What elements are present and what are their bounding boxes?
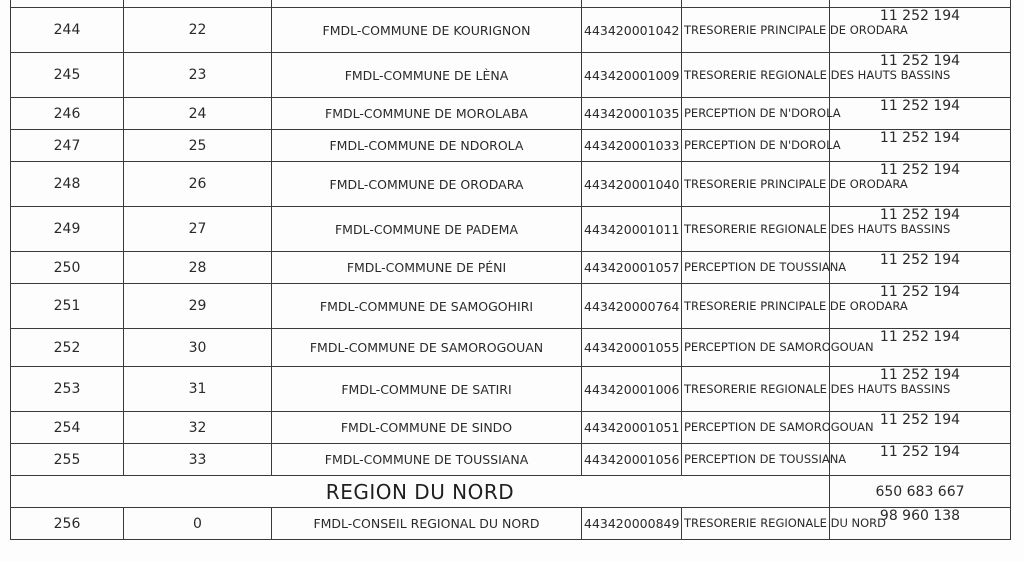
amount: 98 960 138 (830, 508, 1011, 540)
table-row (11, 130, 1011, 162)
amount: 11 252 194 (830, 329, 1011, 367)
row-number: 250 (11, 252, 124, 284)
beneficiary-name: FMDL-COMMUNE DE SAMOGOHIRI (272, 284, 582, 329)
row-number: 252 (11, 329, 124, 367)
table-row (11, 53, 1011, 98)
row-number: 256 (11, 508, 124, 540)
row-number: 244 (11, 8, 124, 53)
treasury-office: TRESORERIE PRINCIPALE DE ORODARA (682, 162, 830, 207)
row-sub-number: 29 (124, 284, 272, 329)
row-sub-number: 23 (124, 53, 272, 98)
row-sub-number: 30 (124, 329, 272, 367)
amount: 11 252 194 (830, 53, 1011, 98)
previous-row-remnant (11, 0, 1011, 8)
amount: 11 252 194 (830, 412, 1011, 444)
account-number: 443420001042 (582, 8, 682, 53)
treasury-office: PERCEPTION DE SAMOROGOUAN (682, 329, 830, 367)
table-row (11, 444, 1011, 476)
row-number: 247 (11, 130, 124, 162)
row-sub-number: 0 (124, 508, 272, 540)
table-row (11, 162, 1011, 207)
account-number: 443420001009 (582, 53, 682, 98)
treasury-office: PERCEPTION DE SAMOROGOUAN (682, 412, 830, 444)
treasury-office: TRESORERIE REGIONALE DES HAUTS BASSINS (682, 53, 830, 98)
amount: 11 252 194 (830, 98, 1011, 130)
row-sub-number: 27 (124, 207, 272, 252)
table-row (11, 8, 1011, 53)
amount: 11 252 194 (830, 367, 1011, 412)
treasury-office: TRESORERIE PRINCIPALE DE ORODARA (682, 8, 830, 53)
account-number: 443420001057 (582, 252, 682, 284)
amount: 11 252 194 (830, 8, 1011, 53)
row-sub-number: 32 (124, 412, 272, 444)
amount: 11 252 194 (830, 130, 1011, 162)
table-row (11, 367, 1011, 412)
beneficiary-name: FMDL-COMMUNE DE LÈNA (272, 53, 582, 98)
treasury-office: TRESORERIE REGIONALE DU NORD (682, 508, 830, 540)
beneficiary-name: FMDL-COMMUNE DE PÉNI (272, 252, 582, 284)
table-row (11, 508, 1011, 540)
treasury-office: PERCEPTION DE N'DOROLA (682, 98, 830, 130)
treasury-office: PERCEPTION DE TOUSSIANA (682, 444, 830, 476)
treasury-office: TRESORERIE REGIONALE DES HAUTS BASSINS (682, 367, 830, 412)
account-number: 443420001056 (582, 444, 682, 476)
table-row (11, 412, 1011, 444)
account-number: 443420000764 (582, 284, 682, 329)
beneficiary-name: FMDL-COMMUNE DE SAMOROGOUAN (272, 329, 582, 367)
beneficiary-name: FMDL-COMMUNE DE PADEMA (272, 207, 582, 252)
allocation-table (10, 0, 1011, 540)
treasury-office: TRESORERIE PRINCIPALE DE ORODARA (682, 284, 830, 329)
account-number: 443420001055 (582, 329, 682, 367)
treasury-office: PERCEPTION DE N'DOROLA (682, 130, 830, 162)
row-number: 249 (11, 207, 124, 252)
account-number: 443420000849 (582, 508, 682, 540)
beneficiary-name: FMDL-COMMUNE DE TOUSSIANA (272, 444, 582, 476)
row-number: 253 (11, 367, 124, 412)
amount: 11 252 194 (830, 444, 1011, 476)
beneficiary-name: FMDL-COMMUNE DE ORODARA (272, 162, 582, 207)
region-total: 650 683 667 (830, 476, 1011, 508)
row-number: 246 (11, 98, 124, 130)
region-title: REGION DU NORD (11, 476, 830, 508)
beneficiary-name: FMDL-COMMUNE DE NDOROLA (272, 130, 582, 162)
beneficiary-name: FMDL-COMMUNE DE MOROLABA (272, 98, 582, 130)
account-number: 443420001035 (582, 98, 682, 130)
account-number: 443420001051 (582, 412, 682, 444)
amount: 11 252 194 (830, 284, 1011, 329)
account-number: 443420001011 (582, 207, 682, 252)
row-number: 251 (11, 284, 124, 329)
row-sub-number: 26 (124, 162, 272, 207)
amount: 11 252 194 (830, 252, 1011, 284)
row-sub-number: 28 (124, 252, 272, 284)
amount: 11 252 194 (830, 207, 1011, 252)
beneficiary-name: FMDL-COMMUNE DE KOURIGNON (272, 8, 582, 53)
region-header-row (11, 476, 1011, 508)
table-row (11, 207, 1011, 252)
amount: 11 252 194 (830, 162, 1011, 207)
account-number: 443420001040 (582, 162, 682, 207)
row-sub-number: 31 (124, 367, 272, 412)
row-sub-number: 22 (124, 8, 272, 53)
beneficiary-name: FMDL-CONSEIL REGIONAL DU NORD (272, 508, 582, 540)
account-number: 443420001033 (582, 130, 682, 162)
table-row (11, 329, 1011, 367)
row-number: 255 (11, 444, 124, 476)
row-number: 254 (11, 412, 124, 444)
table-row (11, 98, 1011, 130)
row-number: 245 (11, 53, 124, 98)
row-number: 248 (11, 162, 124, 207)
treasury-office: PERCEPTION DE TOUSSIANA (682, 252, 830, 284)
row-sub-number: 25 (124, 130, 272, 162)
table-row (11, 252, 1011, 284)
beneficiary-name: FMDL-COMMUNE DE SINDO (272, 412, 582, 444)
account-number: 443420001006 (582, 367, 682, 412)
treasury-office: TRESORERIE REGIONALE DES HAUTS BASSINS (682, 207, 830, 252)
row-sub-number: 33 (124, 444, 272, 476)
beneficiary-name: FMDL-COMMUNE DE SATIRI (272, 367, 582, 412)
row-sub-number: 24 (124, 98, 272, 130)
table-row (11, 284, 1011, 329)
